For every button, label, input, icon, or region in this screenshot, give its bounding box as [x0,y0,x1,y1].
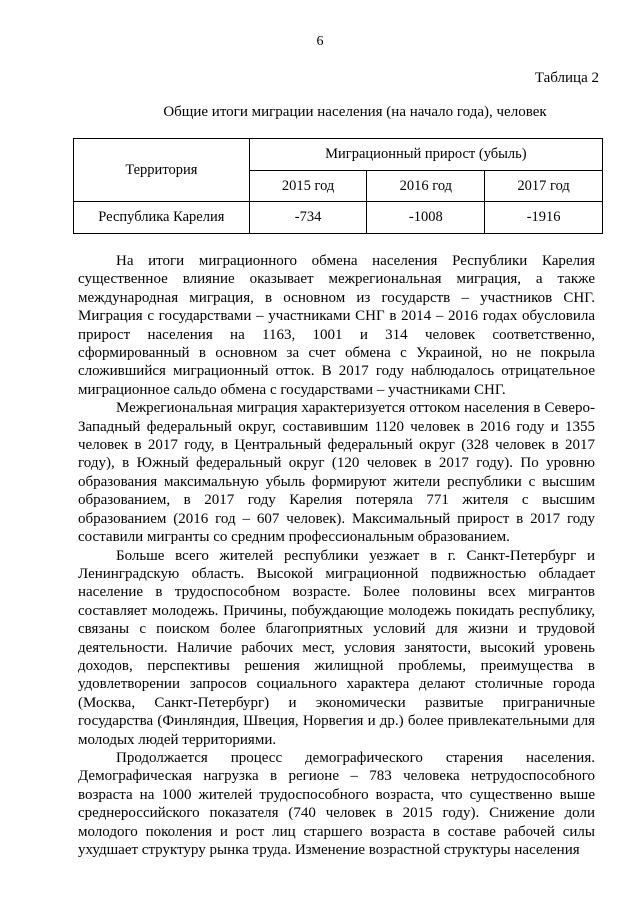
page-number: 6 [316,34,324,49]
table-row [74,202,603,234]
table-title: Общие итоги миграции населения (на начало года), человек [163,104,547,120]
paragraph: Больше всего жителей республики уезжает в г. Санкт-Петербург и Ленинградскую область. Высокой миграционной подвижностью обладает население в трудоспособном возрасте. Более половины всех мигрантов составляет молодежь. Причины, побуждающие молодежь покидать республику, связаны с поиском более благоприятных условий для жизни и трудовой деятельности. Наличие рабочих мест, условия занятости, высокий уровень доходов, перспективы решения жилищной проблемы, преимущества в удовлетворении запросов социального характера делают столичные города (Москва, Санкт-Петербург) и экономически развитые приграничные государства (Финляндия, Швеция, Норвегия и др.) более привлекательными для молодых людей территориями. [78,547,595,748]
year-header-2017: 2017 год [485,171,603,202]
table-label: Таблица 2 [534,70,599,86]
paragraph: Продолжается процесс демографического старения населения. Демографическая нагрузка в регионе – 783 человека нетрудоспособного возраста на 1000 жителей трудоспособного возраста, что существенно выше среднероссийского показателя (740 человек в 2015 году). Снижение доли молодого поколения и рост лиц старшего возраста в составе рабочей силы ухудшает структуру рынка труда. Изменение возрастной структуры населения [78,749,595,858]
paragraph: Межрегиональная миграция характеризуется оттоком населения в Северо-Западный федеральный округ, составившим 1120 человек в 2016 году и 1355 человек в 2017 году, в Центральный федеральный округ (328 человек в 2017 году), в Южный федеральный округ (120 человек в 2017 году). По уровню образования максимальную убыль формируют жители республики с высшим образованием, в 2017 году Карелия потеряла 771 жителя с высшим образованием (2016 год – 607 человек). Максимальный прирост в 2017 году составили мигранты со средним профессиональным образованием. [78,400,595,546]
value-cell-2015: -734 [249,202,367,234]
value-cell-2017: -1916 [485,202,603,234]
territory-cell: Республика Карелия [74,202,250,234]
territory-header: Территория [74,139,250,202]
value-cell-2016: -1008 [367,202,485,234]
paragraph: На итоги миграционного обмена населения Республики Карелия существенное влияние оказывает межрегиональная миграция, а также международная миграция, в основном из государств – участников СНГ. Миграция с государствами – участниками СНГ в 2014 – 2016 годах обусловила прирост населения на 1163, 1001 и 314 человек соответственно, сформированный в основном за счет обмена с Украиной, но не покрыла сложившийся миграционный отток. В 2017 году наблюдалось отрицательное миграционное сальдо обмена с государствами – участниками СНГ. [78,253,595,398]
migration-table [73,138,603,234]
year-header-2016: 2016 год [367,171,485,202]
body-text [78,252,595,859]
migration-group-header: Миграционный прирост (убыль) [249,139,602,171]
year-header-2015: 2015 год [249,171,367,202]
